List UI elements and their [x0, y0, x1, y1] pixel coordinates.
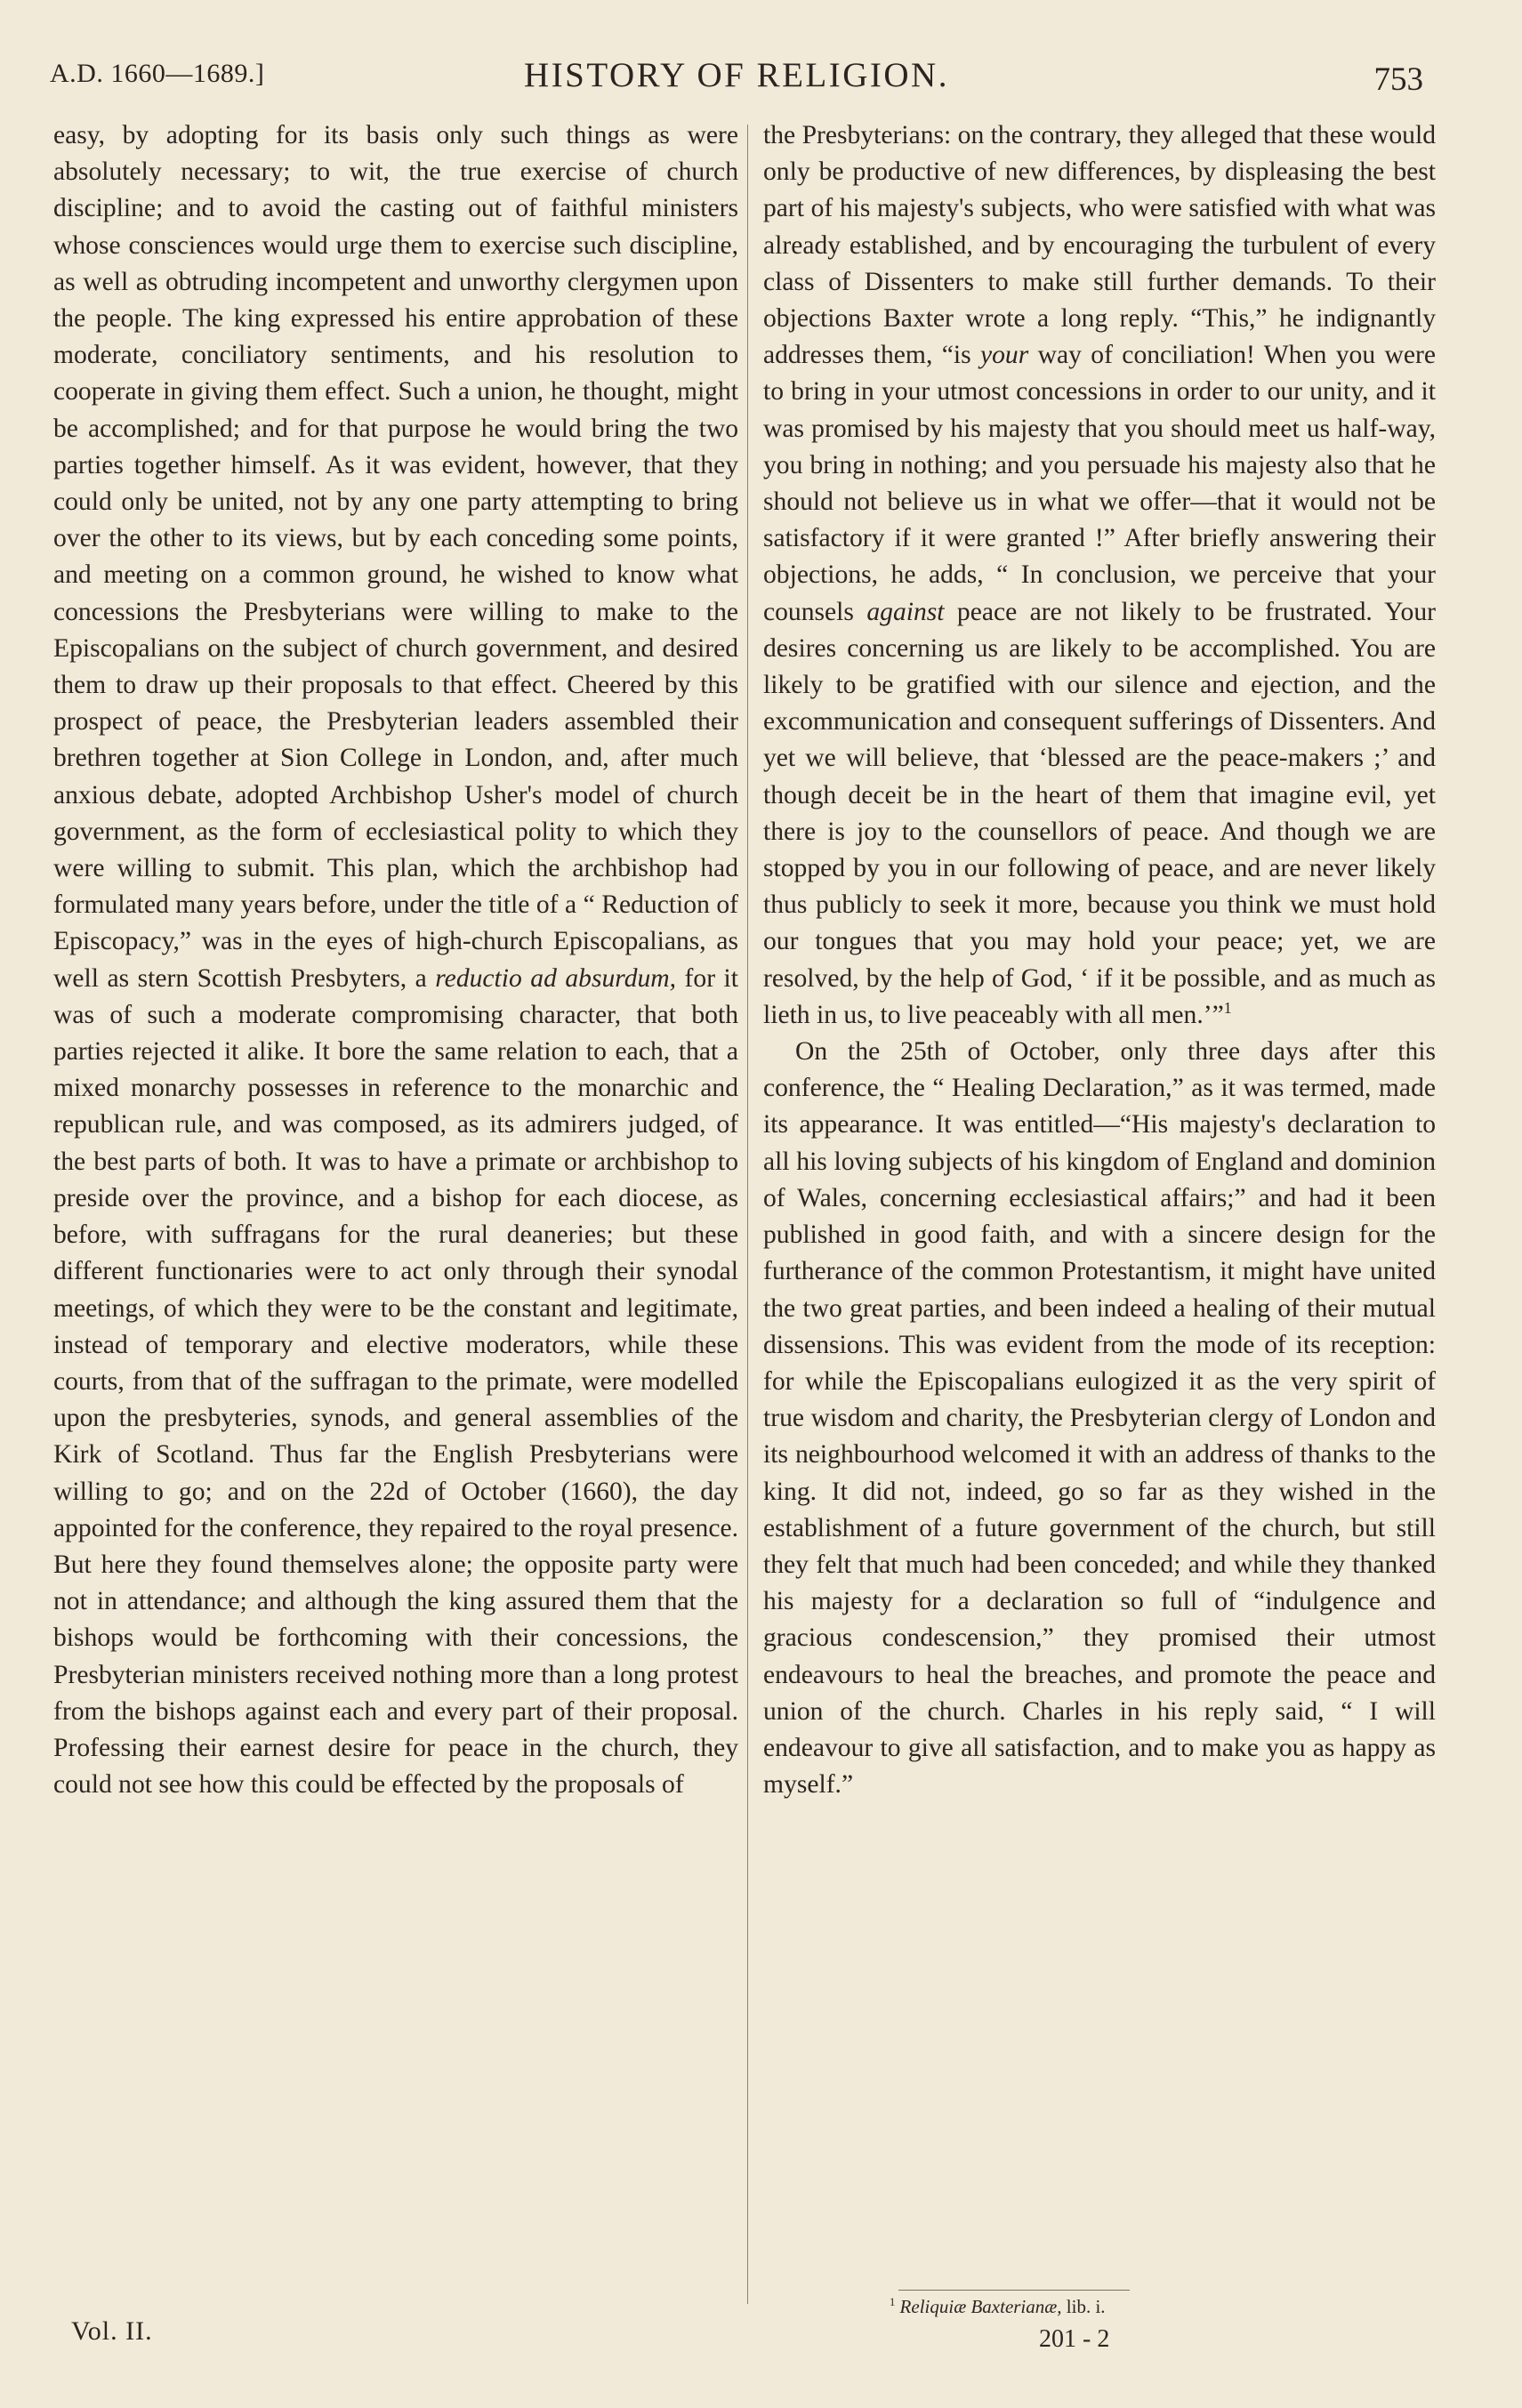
volume-label: Vol. II. — [71, 2316, 153, 2346]
italic-text: reductio ad absurdum, — [435, 963, 677, 993]
date-range: A.D. 1660—1689.] — [50, 59, 265, 88]
paragraph — [763, 117, 1436, 1034]
running-head — [50, 52, 1423, 105]
text-run: way of conciliation! When you were to bring in your utmost concessions in order to our unity, and it was promised by his majesty that you should meet us half-way, you bring in nothing; and you persuade his majesty also that he should not believe us in what we offer—that it would not be satisfactory if it were granted !” After briefly answering their objections, he adds, “ In conclusion, we perceive that your counsels — [763, 341, 1437, 626]
column-divider — [747, 125, 748, 2304]
page-number: 753 — [1373, 61, 1423, 98]
footnote-ref[interactable]: 1 — [1223, 999, 1232, 1018]
text-run: peace are not likely to be frustrated. Your desires concerning us are likely to be accomplished. You are likely to be gratified with our silence and ejection, and the excommunication and consequent sufferings of Dissenters. And yet we will believe, that ‘blessed are the peace-makers ;’ and though deceit be in the heart of them that imagine evil, yet there is joy to the counsellors of peace. And though we are stopped by you in our following of peace, and are never likely thus publicly to seek it more, because you think we must hold our tongues that you may hold your peace; yet, we are resolved, by the help of God, ‘ if it be possible, and as much as lieth in us, to live peaceably with all men.’” — [763, 597, 1436, 1029]
italic-text: against — [866, 597, 945, 626]
footnote — [890, 2295, 1263, 2318]
left-column — [53, 117, 738, 2306]
footnote-marker: 1 — [890, 2296, 896, 2308]
footnote-rule — [898, 2290, 1130, 2291]
signature-mark: 201 - 2 — [1039, 2325, 1110, 2353]
text-run: easy, by adopting for its basis only such things as were absolutely necessary; to wit, the true exercise of church discipline; and to avoid the casting out of faithful ministers whose consciences would urge them to exercise such discipline, as well as obtruding incompetent and unworthy clergymen upon the people. The king expressed his entire approbation of these moderate, conciliatory sentiments, and his resolution to cooperate in giving them effect. Such a union, he thought, might be accomplished; and for that purpose he would bring the two parties together himself. As it was evident, however, that they could only be united, not by any one party attempting to bring over the other to its views, but by each conceding some points, and meeting on a common ground, he wished to know what concessions the Presbyterians were willing to make to the Episcopalians on the subject of church government, and desired them to draw up their proposals to that effect. Cheered by this prospect of peace, the Presbyterian leaders assembled their brethren together at Sion College in London, and, after much anxious debate, adopted Archbishop Usher's model of church government, as the form of ecclesiastical polity to which they were willing to submit. This plan, which the archbishop had formulated many years before, under the title of a “ Reduction of Episcopacy,” was in the eyes of high-church Episcopalians, as well as stern Scottish Presbyters, a — [53, 121, 738, 993]
italic-text: your — [979, 341, 1029, 370]
footnote-source: Reliquiæ Baxterianæ, — [899, 2296, 1062, 2317]
text-run: for it was of such a moderate compromising character, that both parties rejected it alike. It bore the same relation to each, that a mixed monarchy possesses in reference to the monarchic and republican rule, and was composed, as its admirers judged, of the best parts of both. It was to have a primate or archbishop to preside over the province, and a bishop for each diocese, as before, with suffragans for the rural deaneries; but these different functionaries were to act only through their synodal meetings, of which they were to be the constant and legitimate, instead of temporary and elective moderators, while these courts, from that of the suffragan to the primate, were modelled upon the presbyteries, synods, and general assemblies of the Kirk of Scotland. Thus far the English Presbyterians were willing to go; and on the 22d of October (1660), the day appointed for the conference, they repaired to the royal presence. But here they found themselves alone; the opposite party were not in attendance; and although the king assured them that the bishops would be forthcoming with their concessions, the Presbyterian ministers received nothing more than a long protest from the bishops against each and every part of their proposal. Professing their earnest desire for peace in the church, they could not see how this could be effected by the proposals of — [53, 963, 738, 1800]
text-run: the Presbyterians: on the contrary, they alleged that these would only be productive of new differences, by displeasing the best part of his majesty's subjects, who were satisfied with what was already established, and by encouraging the turbulent of every class of Dissenters to make still further demands. To their objections Baxter wrote a long reply. “This,” he indignantly addresses them, “is — [763, 121, 1436, 370]
page-title: HISTORY OF RELIGION. — [524, 56, 949, 94]
footnote-ref-text: lib. i. — [1066, 2296, 1106, 2317]
right-column — [763, 117, 1436, 2288]
paragraph — [53, 117, 738, 1803]
paragraph: On the 25th of October, only three days after this conference, the “ Healing Declaration,” as it was termed, made its appearance. It was entitled—“His majesty's declaration to all his loving subjects of his kingdom of England and dominion of Wales, concerning ecclesiastical affairs;” and had it been published in good faith, and with a sincere design for the furtherance of the common Protestantism, it might have united the two great parties, and been indeed a healing of their mutual dissensions. This was evident from the mode of its reception: for while the Episcopalians eulogized it as the very spirit of true wisdom and charity, the Presbyterian clergy of London and its neighbourhood welcomed it with an address of thanks to the king. It did not, indeed, go so far as they wished in the establishment of a future government of the church, but still they felt that much had been conceded; and while they thanked his majesty for a declaration so full of “indulgence and gracious condescension,” they promised their utmost endeavours to heal the breaches, and promote the peace and union of the church. Charles in his reply said, “ I will endeavour to give all satisfaction, and to make you as happy as myself.” — [763, 1037, 1436, 1800]
